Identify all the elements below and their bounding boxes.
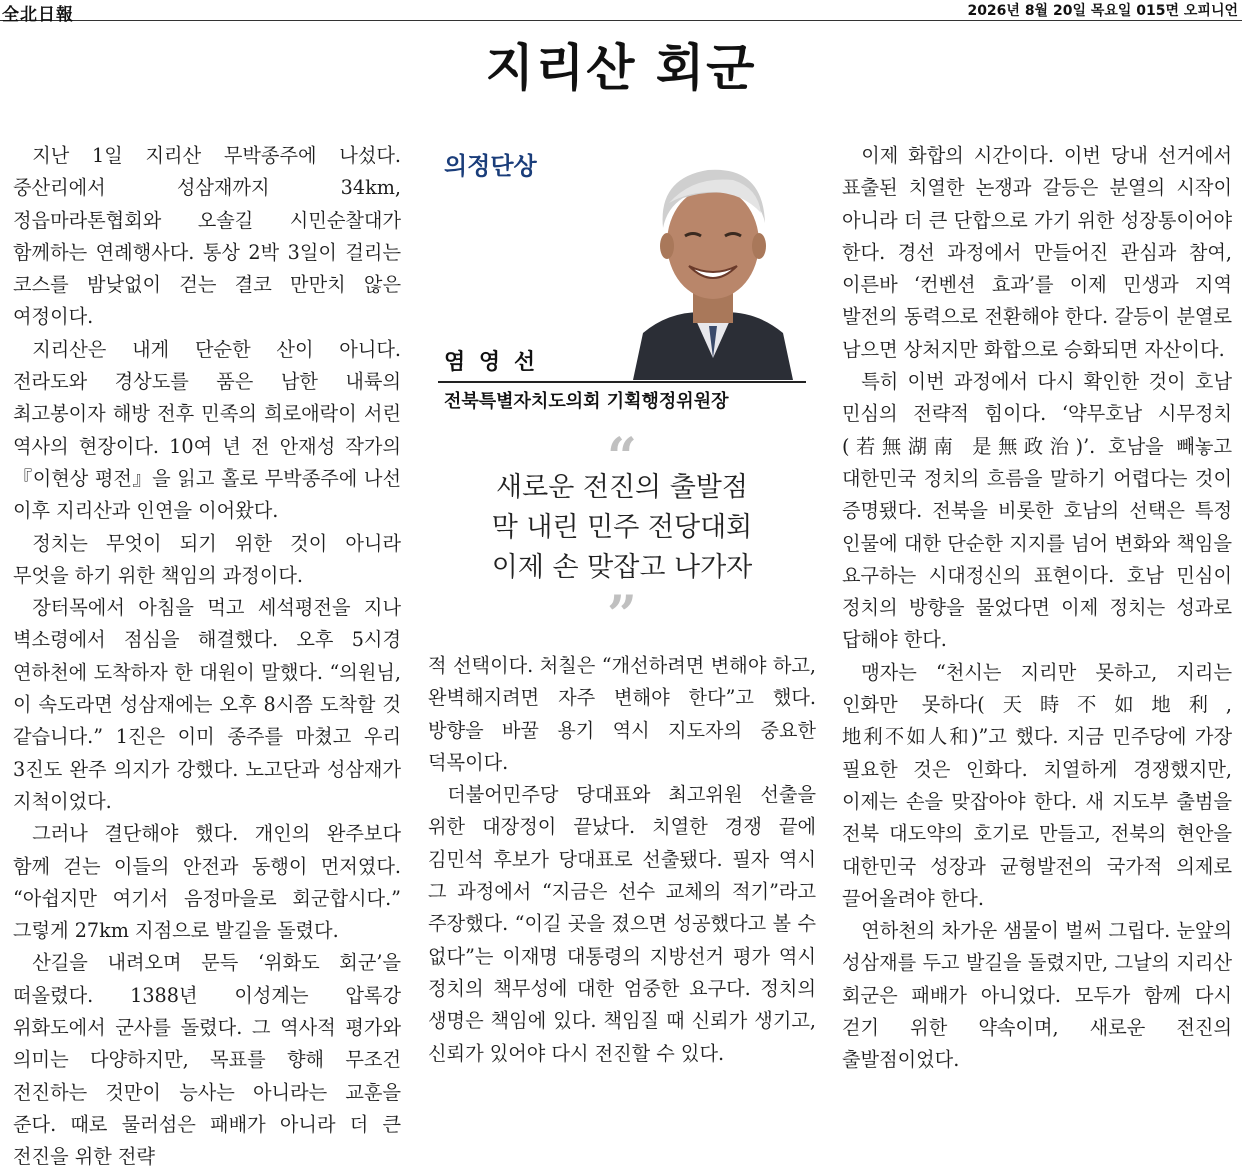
left-column [13,140,401,1174]
paragraph: 장터목에서 아침을 먹고 세석평전을 지나 벽소령에서 점심을 해결했다. 오후 5시경 연하천에 도착하자 한 대원이 말했다. “의원님, 이 속도라면 성삼재에는 오후 8시쯤 도착할 것 같습니다.” 1진은 이미 종주를 마쳤고 우리 3진도 완주 의지가 강했다. 노고단과 성삼재가 지척이었다. [13,596,401,813]
close-quote-mark: ” [607,585,637,646]
right-column [842,140,1232,1077]
pull-quote [428,468,816,588]
pull-quote-line: 새로운 전진의 출발점 [496,472,748,503]
newspaper-logo: 全北日報 [2,5,74,25]
paragraph: 산길을 내려오며 문득 ‘위화도 회군’을 떠올렸다. 1388년 이성계는 압록강 위화도에서 군사를 돌렸다. 그 역사적 평가와 의미는 다양하지만, 목표를 향해 무조건 전진하는 것만이 능사는 아니라는 교훈을 준다. 때로 물러섬은 패배가 아니라 더 큰 전진을 위한 전략 [13,951,401,1169]
author-position: 전북특별자치도의회 기획행정위원장 [444,391,729,412]
paragraph: 지난 1일 지리산 무박종주에 나섰다. 중산리에서 성삼재까지 34km, 정읍마라톤협회와 오솔길 시민순찰대가 함께하는 연례행사다. 통상 2박 3일이 걸리는 코스를 밤낮없이 걷는 결코 만만치 않은 여정이다. [13,144,401,329]
pull-quote-line: 막 내린 민주 전당대회 [491,512,753,543]
open-quote-mark: “ [607,427,637,488]
middle-column [428,650,816,1070]
paragraph: 맹자는 “천시는 지리만 못하고, 지리는 인화만 못하다(天時不如地利, 地利不如人和)”고 했다. 지금 민주당에 가장 필요한 것은 인화다. 치열하게 경쟁했지만, 이제는 손을 맞잡아야 한다. 새 지도부 출범을 전북 대도약의 호기로 만들고, 전북의 현안을 대한민국 성장과 균형발전의 국가적 의제로 끌어올려야 한다. [842,660,1232,910]
column-header-block [428,140,816,646]
paragraph: 더불어민주당 당대표와 최고위원 선출을 위한 대장정이 끝났다. 치열한 경쟁 끝에 김민석 후보가 당대표로 선출됐다. 필자 역시 그 과정에서 “지금은 선수 교체의 적기”라고 주장했다. “이길 곳을 졌으면 성공했다고 볼 수 없다”는 이재명 대통령의 지방선거 평가 역시 정치의 책무성에 대한 엄중한 요구다. 정치의 생명은 책임에 있다. 책임질 때 신뢰가 생기고, 신뢰가 있어야 다시 전진할 수 있다. [428,783,816,1065]
divider [438,381,806,383]
author-photo [633,158,793,380]
paragraph: 연하천의 차가운 샘물이 벌써 그립다. 눈앞의 성삼재를 두고 발길을 돌렸지만, 그날의 지리산 회군은 패배가 아니었다. 모두가 함께 다시 걷기 위한 약속이며, 새로운 전진의 출발점이었다. [842,919,1232,1072]
paragraph: 그러나 결단해야 했다. 개인의 완주보다 함께 걷는 이들의 안전과 동행이 먼저였다. “아쉽지만 여기서 음정마을로 회군합시다.” 그렇게 27km 지점으로 발길을 돌렸다. [13,822,401,943]
paragraph: 적 선택이다. 처칠은 “개선하려면 변해야 하고, 완벽해지려면 자주 변해야 한다”고 했다. 방향을 바꿀 용기 역시 지도자의 중요한 덕목이다. [428,654,816,774]
masthead [0,0,1242,25]
dateline: 2026년 8월 20일 목요일 015면 오피니언 [967,3,1238,19]
pull-quote-line: 이제 손 맞잡고 나가자 [491,552,753,583]
author-name: 염 영 선 [444,350,539,375]
series-label: 의정단상 [444,152,537,180]
paragraph: 지리산은 내게 단순한 산이 아니다. 전라도와 경상도를 품은 남한 내륙의 최고봉이자 해방 전후 민족의 희로애락이 서린 역사의 현장이다. 10여 년 전 안재성 작가의 『이현상 평전』을 읽고 홀로 무박종주에 나선 이후 지리산과 인연을 이어왔다. [13,337,401,523]
paragraph: 특히 이번 과정에서 다시 확인한 것이 호남 민심의 전략적 힘이다. ‘약무호남 시무정치(若無湖南 是無政治)’. 호남을 빼놓고 대한민국 정치의 흐름을 말하기 어렵다는 것이 증명됐다. 전북을 비롯한 호남의 선택은 특정 인물에 대한 단순한 지지를 넘어 변화와 책임을 요구하는 시대정신의 표현이다. 호남 민심이 정치의 방향을 물었다면 이제 정치는 성과로 답해야 한다. [842,370,1232,652]
paragraph: 이제 화합의 시간이다. 이번 당내 선거에서 표출된 치열한 논쟁과 갈등은 분열의 시작이 아니라 더 큰 단합으로 가기 위한 성장통이어야 한다. 경선 과정에서 만들어진 관심과 참여, 이른바 ‘컨벤션 효과’를 이제 민생과 지역 발전의 동력으로 전환해야 한다. 갈등이 분열로 남으면 상처지만 화합으로 승화되면 자산이다. [842,144,1232,361]
article-title: 지리산 회군 [485,39,757,97]
paragraph: 정치는 무엇이 되기 위한 것이 아니라 무엇을 하기 위한 책임의 과정이다. [13,531,401,587]
